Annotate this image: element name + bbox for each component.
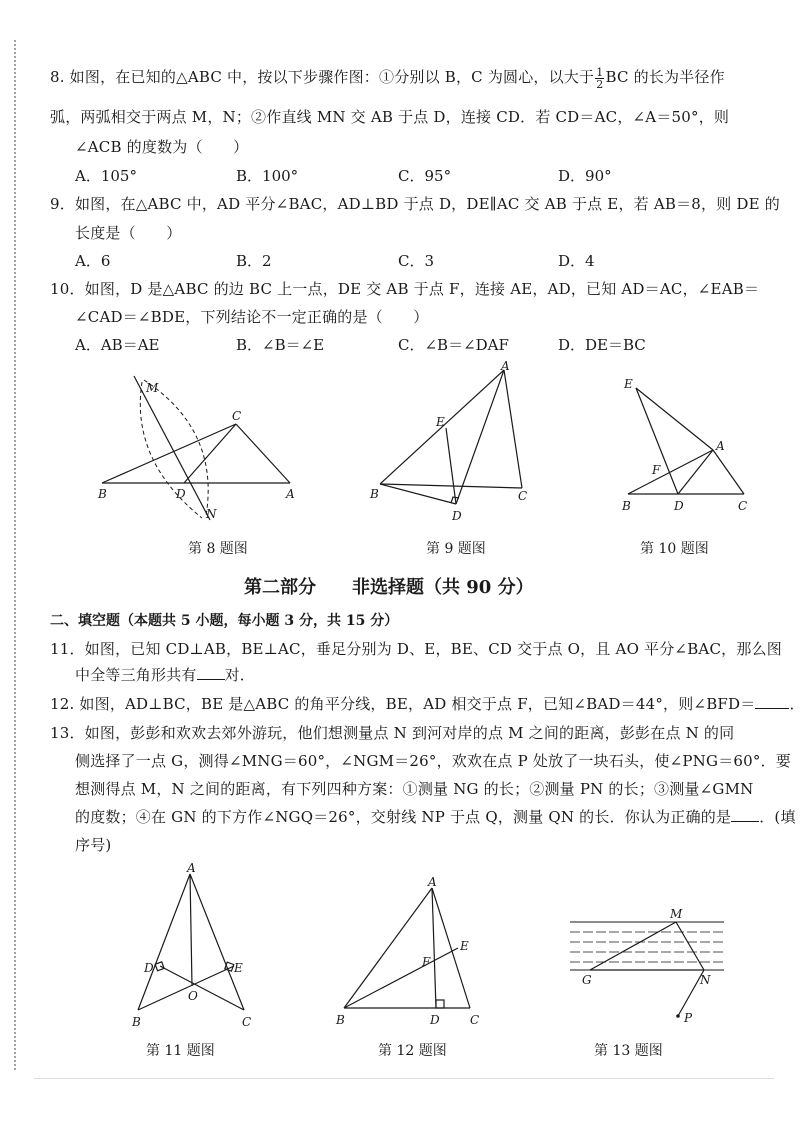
q10-option-d: D．DE＝BC	[558, 336, 646, 354]
q8-option-a: A．105°	[75, 167, 137, 185]
q13-line1: 13．如图，彭彭和欢欢去郊外游玩，他们想测量点 N 到河对岸的点 M 之间的距离，彭彭在点 N 的同	[50, 724, 735, 742]
label-o: O	[188, 989, 198, 1003]
label-f: F	[422, 955, 431, 969]
label-m: M	[670, 907, 683, 921]
q13-line5: 序号)	[75, 836, 112, 854]
segment-ed	[636, 388, 678, 494]
figure-11	[126, 862, 266, 1032]
label-d: D	[674, 499, 684, 513]
q8-option-c: C．95°	[398, 167, 452, 185]
figure-12	[332, 872, 492, 1032]
q13-line3: 想测得点 M，N 之间的距离，有下列四种方案：①测量 NG 的长；②测量 PN 的长；③测量∠GMN	[75, 780, 754, 798]
frac-numerator: 1	[596, 65, 604, 79]
answer-blank-q12[interactable]	[755, 696, 789, 709]
label-b: B	[370, 487, 379, 501]
q13-text-b: ．(填	[759, 808, 796, 826]
segment-ac	[713, 450, 744, 494]
q9-option-d: D．4	[558, 252, 595, 270]
label-f: F	[652, 463, 661, 477]
q10-option-c: C．∠B＝∠DAF	[398, 336, 509, 354]
part2-title: 第二部分 非选择题（共 90 分）	[244, 577, 534, 598]
caption-fig10: 第 10 题图	[640, 541, 709, 557]
fraction-half	[595, 67, 604, 90]
segment-ba	[628, 450, 713, 494]
label-a: A	[187, 861, 196, 875]
label-d: D	[176, 487, 186, 501]
caption-fig8: 第 8 题图	[188, 541, 248, 557]
label-c: C	[518, 489, 528, 503]
q8-line2: 弧，两弧相交于两点 M，N；②作直线 MN 交 AB 于点 D，连接 CD．若 CD＝AC，∠A＝50°，则	[50, 108, 730, 126]
q12-text-b: ．	[789, 695, 805, 713]
q9-option-c: C．3	[398, 252, 435, 270]
caption-fig11: 第 11 题图	[146, 1043, 215, 1059]
label-d: D	[144, 961, 154, 975]
label-b: B	[132, 1015, 141, 1029]
q10-line1: 10．如图，D 是△ABC 的边 BC 上一点，DE 交 AB 于点 F，连接 AE，AD，已知 AD＝AC，∠EAB＝	[50, 280, 760, 298]
label-a: A	[716, 439, 725, 453]
q11-text-b: 对．	[224, 666, 256, 684]
q11-text-a: 中全等三角形共有	[75, 666, 197, 684]
label-e: E	[460, 939, 469, 953]
q8-text-a: 8. 如图，在已知的△ABC 中，按以下步骤作图：①分别以 B，C 为圆心，以大于	[50, 68, 595, 86]
q10-option-a: A．AB＝AE	[75, 336, 160, 354]
q9-line1: 9．如图，在△ABC 中，AD 平分∠BAC，AD⊥BD 于点 D，DE∥AC 交 AB 于点 E，若 AB＝8，则 DE 的	[50, 195, 780, 213]
line-mn	[134, 376, 210, 520]
label-d: D	[452, 509, 462, 523]
caption-fig12: 第 12 题图	[378, 1043, 447, 1059]
label-m: M	[146, 381, 159, 395]
answer-blank-q13[interactable]	[731, 809, 759, 822]
q11-line2	[75, 664, 255, 685]
segment-ad	[432, 888, 436, 1008]
q13-text-a: 的度数；④在 GN 的下方作∠NGQ＝26°，交射线 NP 于点 Q，测量 QN 的长．你认为正确的是	[75, 808, 732, 826]
label-b: B	[622, 499, 631, 513]
section2-title: 二、填空题（本题共 5 小题，每小题 3 分，共 15 分）	[50, 613, 399, 629]
answer-blank-q11[interactable]	[197, 667, 225, 680]
label-c: C	[232, 409, 242, 423]
q13-line4	[75, 806, 796, 827]
segment-bd	[380, 484, 456, 504]
q10-option-b: B．∠B＝∠E	[236, 336, 325, 354]
segment-cd	[184, 424, 236, 483]
point-p	[676, 1014, 680, 1018]
page-bottom-rule	[34, 1078, 774, 1079]
label-e: E	[234, 961, 243, 975]
q10-line2: ∠CAD＝∠BDE，下列结论不一定正确的是（ ）	[75, 308, 429, 326]
segment-mn	[676, 922, 704, 970]
caption-fig13: 第 13 题图	[594, 1043, 663, 1059]
figure-10	[616, 372, 766, 522]
label-c: C	[738, 499, 748, 513]
q13-line2: 侧选择了一点 G，测得∠MNG＝60°，∠NGM＝26°，欢欢在点 P 处放了一块石头，使∠PNG＝60°．要	[75, 752, 791, 770]
q8-option-d: D．90°	[558, 167, 612, 185]
segment-bc	[380, 484, 522, 488]
q8-line3: ∠ACB 的度数为（ ）	[75, 138, 249, 156]
q9-line2: 长度是（ ）	[75, 224, 182, 242]
label-a: A	[501, 359, 510, 373]
label-c: C	[470, 1013, 480, 1027]
q9-option-b: B．2	[236, 252, 272, 270]
q8-text-b: BC 的长为半径作	[605, 68, 725, 86]
binding-margin	[14, 40, 26, 1070]
label-p: P	[684, 1011, 693, 1025]
q11-line1: 11．如图，已知 CD⊥AB，BE⊥AC，垂足分别为 D、E，BE、CD 交于点 O，且 AO 平分∠BAC，那么图	[50, 640, 782, 658]
label-b: B	[98, 487, 107, 501]
label-c: C	[242, 1015, 252, 1029]
label-e: E	[436, 415, 445, 429]
q12-line1	[50, 693, 805, 714]
figure-9	[366, 358, 546, 528]
segment-ao	[190, 874, 192, 986]
frac-denominator: 2	[596, 77, 604, 91]
figure-8	[90, 370, 310, 530]
q8-option-b: B．100°	[236, 167, 299, 185]
label-a: A	[428, 875, 437, 889]
right-angle-e	[225, 962, 234, 971]
q12-text-a: 12. 如图，AD⊥BC，BE 是△ABC 的角平分线，BE，AD 相交于点 F，已知∠BAD＝44°，则∠BFD＝	[50, 695, 756, 713]
segment-cd	[160, 966, 244, 1010]
segment-ba	[344, 888, 432, 1008]
segment-ea	[636, 388, 713, 450]
segment-ca	[236, 424, 290, 483]
label-n: N	[700, 973, 711, 987]
label-d: D	[430, 1013, 440, 1027]
figure-13	[564, 904, 744, 1034]
label-a: A	[286, 487, 295, 501]
segment-gm	[590, 922, 676, 970]
label-n: N	[206, 507, 217, 521]
segment-bc	[102, 424, 236, 483]
q9-option-a: A．6	[75, 252, 111, 270]
right-angle-d	[155, 962, 164, 971]
segment-ad	[456, 370, 504, 504]
segment-ac	[190, 874, 244, 1010]
label-g: G	[582, 973, 592, 987]
label-b: B	[336, 1013, 345, 1027]
right-angle-d	[436, 1000, 444, 1008]
segment-ad	[678, 450, 713, 494]
segment-ac	[504, 370, 522, 488]
segment-ed	[446, 428, 456, 504]
label-e: E	[624, 377, 633, 391]
caption-fig9: 第 9 题图	[426, 541, 486, 557]
q8-line1	[50, 66, 725, 90]
segment-be	[344, 948, 458, 1008]
